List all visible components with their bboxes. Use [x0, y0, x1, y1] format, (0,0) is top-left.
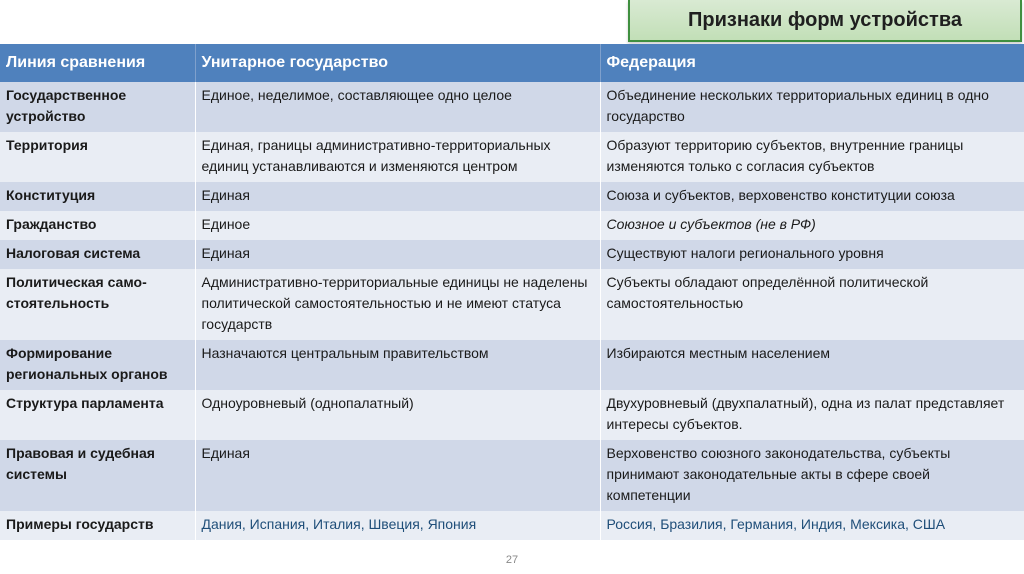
row-label: Примеры государств [0, 511, 195, 540]
unitary-cell: Единое [195, 211, 600, 240]
row-label: Налоговая система [0, 240, 195, 269]
table-row [0, 269, 1024, 340]
federation-cell: Союзное и субъектов (не в РФ) [600, 211, 1024, 240]
header-federation: Федерация [600, 44, 1024, 82]
unitary-cell: Единая [195, 240, 600, 269]
table-row [0, 211, 1024, 240]
federation-cell: Избираются местным населением [600, 340, 1024, 390]
table-row [0, 132, 1024, 182]
federation-cell: Россия, Бразилия, Германия, Индия, Мексика, США [600, 511, 1024, 540]
page-number: 27 [505, 554, 519, 566]
unitary-cell: Административно-территориальные единицы не наделены политической самостоятельностью и не имеют статуса государств [195, 269, 600, 340]
unitary-cell: Одноуровневый (однопалатный) [195, 390, 600, 440]
federation-cell: Союза и субъектов, верховенство конституции союза [600, 182, 1024, 211]
header-row [0, 44, 1024, 82]
row-label: Формирование региональных органов [0, 340, 195, 390]
federation-cell: Образуют территорию субъектов, внутренние границы изменяются только с согласия субъектов [600, 132, 1024, 182]
table-row [0, 182, 1024, 211]
table-row [0, 440, 1024, 511]
unitary-cell: Дания, Испания, Италия, Швеция, Япония [195, 511, 600, 540]
table-row [0, 511, 1024, 540]
row-label: Территория [0, 132, 195, 182]
federation-cell: Объединение нескольких территориальных единиц в одно государство [600, 82, 1024, 132]
unitary-cell: Единая [195, 440, 600, 511]
federation-cell: Субъекты обладают определённой политической самостоятельностью [600, 269, 1024, 340]
federation-cell: Верховенство союзного законодательства, субъекты принимают законодательные акты в сфере своей компетенции [600, 440, 1024, 511]
row-label: Структура парламента [0, 390, 195, 440]
unitary-cell: Единое, неделимое, составляющее одно целое [195, 82, 600, 132]
table-row [0, 82, 1024, 132]
row-label: Политическая само-стоятельность [0, 269, 195, 340]
header-unitary-state: Унитарное государство [195, 44, 600, 82]
row-label: Конституция [0, 182, 195, 211]
table-row [0, 340, 1024, 390]
header-comparison-line: Линия сравнения [0, 44, 195, 82]
table-row [0, 240, 1024, 269]
federation-cell: Двухуровневый (двухпалатный), одна из палат представляет интересы субъектов. [600, 390, 1024, 440]
row-label: Правовая и судебная системы [0, 440, 195, 511]
unitary-cell: Единая, границы административно-территориальных единиц устанавливаются и изменяются центром [195, 132, 600, 182]
title-box [628, 0, 1022, 42]
federation-cell: Существуют налоги регионального уровня [600, 240, 1024, 269]
table-row [0, 390, 1024, 440]
row-label: Гражданство [0, 211, 195, 240]
comparison-table [0, 44, 1024, 540]
row-label: Государственное устройство [0, 82, 195, 132]
unitary-cell: Единая [195, 182, 600, 211]
slide-title: Признаки форм устройства [688, 8, 962, 31]
unitary-cell: Назначаются центральным правительством [195, 340, 600, 390]
